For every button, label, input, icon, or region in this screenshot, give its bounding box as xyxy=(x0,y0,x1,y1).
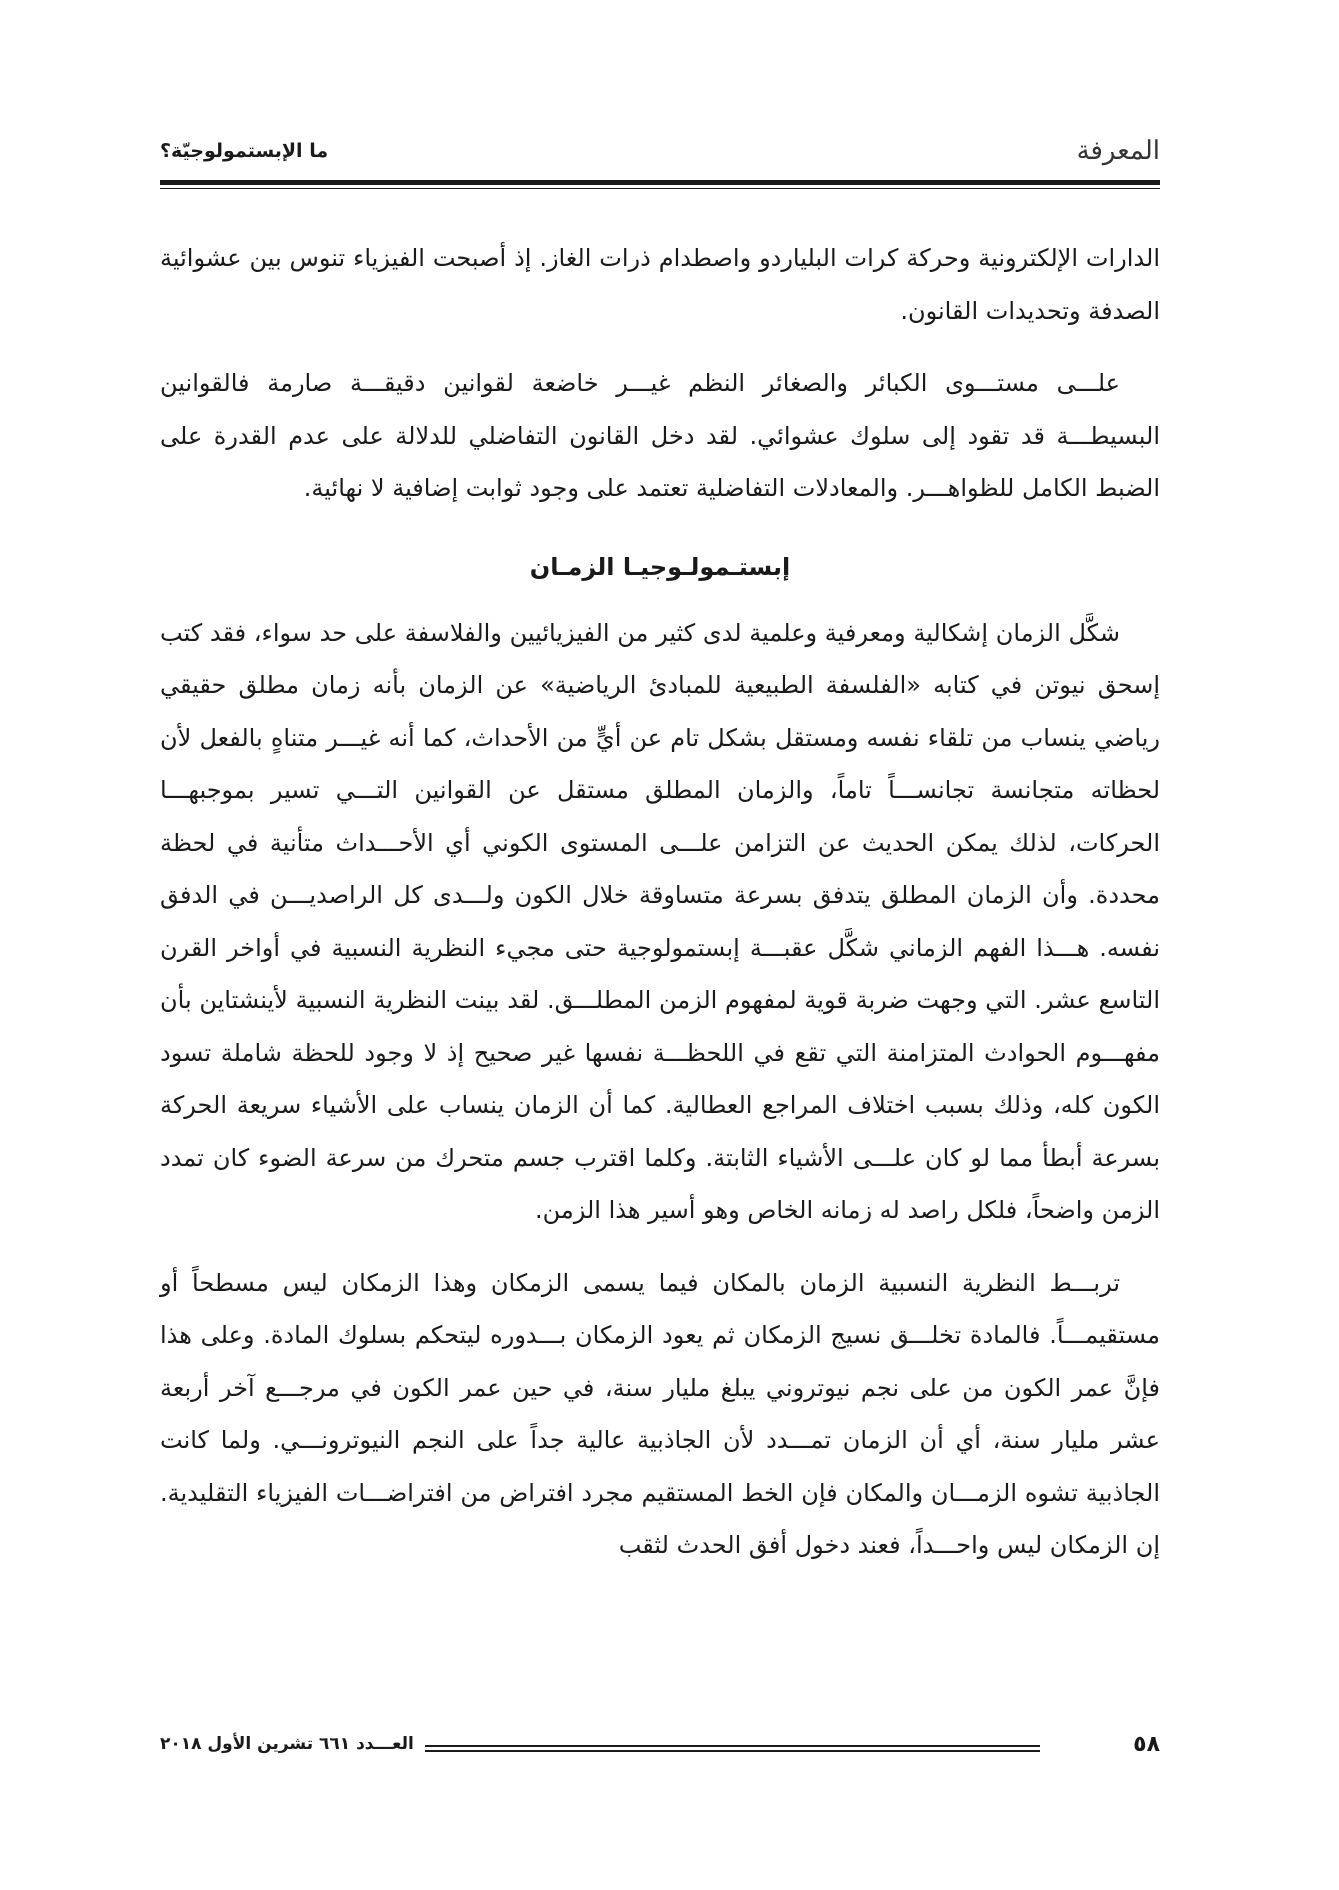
article-body xyxy=(160,232,1160,1592)
issue-info: العـــدد ٦٦١ تشرين الأول ٢٠١٨ xyxy=(160,1734,414,1754)
paragraph-1: الدارات الإلكترونية وحركة كرات البلياردو واصطدام ذرات الغاز. إذ أصبحت الفيزياء تنوس بين عشوائية الصدفة وتحديدات القانون. xyxy=(160,244,1160,325)
page-header xyxy=(160,118,1160,178)
header-rule-thin xyxy=(160,188,1160,189)
header-rule-thick xyxy=(160,180,1160,185)
magazine-logo: المعرفة xyxy=(1076,136,1160,166)
paragraph-4: تربـــط النظرية النسبية الزمان بالمكان فيما يسمى الزمكان وهذا الزمكان ليس مسطحاً أو مستقيمـــاً. فالمادة تخلـــق نسيج الزمكان ثم يعود الزمكان بـــدوره ليتحكم بسلوك المادة. وعلى هذا فإنَّ عمر الكون من على نجم نيوتروني يبلغ مليار سنة، في حين عمر الكون في مرجـــع آخر أربعة عشر مليار سنة، أي أن الزمان تمـــدد لأن الجاذبية عالية جداً على النجم النيوترونـــي. ولما كانت الجاذبية تشوه الزمـــان والمكان فإن الخط المستقيم مجرد افتراض من افتراضـــات الفيزياء التقليدية. إن الزمكان ليس واحـــداً، فعند دخول أفق الحدث لثقب xyxy=(160,1268,1160,1559)
running-title: ما الإبستمولوجيّة؟ xyxy=(160,140,329,162)
paragraph-3: شكَّل الزمان إشكالية ومعرفية وعلمية لدى كثير من الفيزيائيين والفلاسفة على حد سواء، فقد كتب إسحق نيوتن في كتابه «الفلسفة الطبيعية للمبادئ الرياضية» عن الزمان بأنه زمان مطلق حقيقي رياضي ينساب من تلقاء نفسه ومستقل بشكل تام عن أيٍّ من الأحداث، كما أنه غيـــر متناهٍ بالفعل لأن لحظاته متجانسة تجانســـاً تاماً، والزمان المطلق مستقل عن القوانين التـــي تسير بموجبهـــا الحركات، لذلك يمكن الحديث عن التزامن علـــى المستوى الكوني أي الأحـــداث متأنية في لحظة محددة. وأن الزمان المطلق يتدفق بسرعة متساوقة خلال الكون ولـــدى كل الراصديـــن في الدفق نفسه. هـــذا الفهم الزماني شكَّل عقبـــة إبستمولوجية حتى مجيء النظرية النسبية في أواخر القرن التاسع عشر. التي وجهت ضربة قوية لمفهوم الزمن المطلـــق. لقد بينت النظرية النسبية لأينشتاين بأن مفهـــوم الحوادث المتزامنة التي تقع في اللحظـــة نفسها غير صحيح إذ لا وجود للحظة شاملة تسود الكون كله، وذلك بسبب اختلاف المراجع العطالية. كما أن الزمان ينساب على الأشياء سريعة الحركة بسرعة أبطأ مما لو كان علـــى الأشياء الثابتة. وكلما اقترب جسم متحرك من سرعة الضوء كان تمدد الزمن واضحاً، فلكل راصد له زمانه الخاص وهو أسير هذا الزمن. xyxy=(160,618,1160,1224)
paragraph-2: علـــى مستـــوى الكبائر والصغائر النظم غيـــر خاضعة لقوانين دقيقـــة صارمة فالقوانين البسيطـــة قد تقود إلى سلوك عشوائي. لقد دخل القانون التفاضلي للدلالة على عدم القدرة على الضبط الكامل للظواهـــر. والمعادلات التفاضلية تعتمد على وجود ثوابت إضافية لا نهائية. xyxy=(160,369,1160,502)
section-heading: إبستـمولـوجيـا الزمـان xyxy=(529,552,791,581)
page-number: ٥٨ xyxy=(1133,1732,1160,1757)
footer-rule xyxy=(425,1745,1040,1747)
page-footer xyxy=(160,1728,1160,1768)
footer-rule xyxy=(425,1750,1040,1752)
